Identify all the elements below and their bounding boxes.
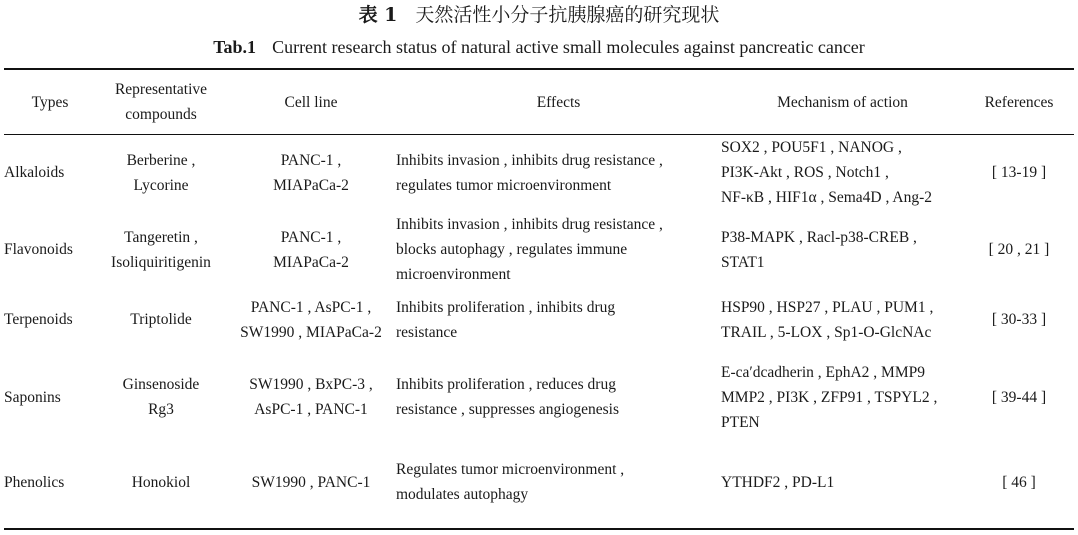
cell-effects-line: microenvironment [396, 266, 511, 283]
cell-references: [ 13-19 ] [991, 164, 1047, 181]
cell-effects [396, 288, 721, 351]
cell-mechanism-line: PTEN [721, 413, 760, 431]
cell-mechanism-line: PI3K-Akt , ROS , Notch1 , [721, 164, 889, 181]
cell-mechanism-line: TRAIL , 5-LOX , Sp1-O-GlcNAc [721, 323, 932, 341]
cell-effects-line: Inhibits invasion , inhibits drug resistance , [396, 151, 663, 169]
cell-compounds [96, 443, 226, 521]
cell-cell-line-line: AsPC-1 , PANC-1 [254, 401, 368, 418]
table-caption-english [0, 34, 1078, 60]
header-compounds-line: compounds [125, 106, 197, 123]
header-mechanism: Mechanism of action [777, 93, 908, 111]
cell-references: [ 46 ] [1002, 473, 1036, 491]
cell-mechanism-line: MMP2 , PI3K , ZFP91 , TSPYL2 , [721, 388, 938, 406]
cell-cell-line-line: PANC-1 , [280, 228, 342, 246]
cell-effects [396, 211, 721, 288]
cell-mechanism-line: P38-MAPK , Racl-p38-CREB , [721, 228, 917, 246]
cell-cell-line [226, 443, 396, 521]
cell-compounds [96, 288, 226, 351]
table-number-chinese: 表 1 [358, 4, 398, 26]
bottom-rule [4, 528, 1074, 530]
table-row [4, 288, 1074, 351]
cell-compounds-line: Rg3 [148, 401, 174, 418]
cell-type: Saponins [4, 388, 61, 406]
cell-cell-line [226, 288, 396, 351]
table-caption-chinese [0, 2, 1078, 28]
table-title-chinese: 天然活性小分子抗胰腺癌的研究现状 [415, 4, 720, 26]
cell-effects [396, 134, 721, 211]
cell-mechanism [721, 351, 964, 443]
table-number-english: Tab.1 [213, 37, 257, 57]
cell-cell-line-line: PANC-1 , [280, 151, 342, 169]
cell-references: [ 20 , 21 ] [988, 241, 1050, 258]
cell-references: [ 30-33 ] [991, 311, 1047, 328]
cell-cell-line [226, 211, 396, 288]
header-row [4, 70, 1074, 134]
cell-cell-line-line: MIAPaCa-2 [273, 253, 349, 271]
cell-cell-line-line: SW1990 , BxPC-3 , [249, 376, 373, 393]
cell-cell-line [226, 134, 396, 211]
table-row [4, 351, 1074, 443]
cell-cell-line-line: PANC-1 , AsPC-1 , [250, 298, 372, 316]
cell-mechanism [721, 443, 964, 521]
cell-mechanism-line: SOX2 , POU5F1 , NANOG , [721, 139, 902, 156]
cell-compounds [96, 134, 226, 211]
cell-compounds-line: Lycorine [133, 176, 189, 194]
cell-mechanism-line: NF-κB , HIF1α , Sema4D , Ang-2 [721, 189, 932, 206]
cell-type: Flavonoids [4, 241, 73, 258]
cell-effects-line: Inhibits proliferation , inhibits drug [396, 298, 616, 316]
cell-cell-line-line: SW1990 , PANC-1 [251, 473, 371, 491]
cell-cell-line-line: SW1990 , MIAPaCa-2 [240, 323, 382, 341]
cell-mechanism [721, 134, 964, 211]
header-cell-line: Cell line [284, 93, 338, 111]
cell-cell-line-line: MIAPaCa-2 [273, 176, 349, 194]
cell-compounds-line: Honokiol [131, 473, 191, 491]
cell-compounds-line: Tangeretin , [124, 228, 198, 246]
cell-effects-line: Regulates tumor microenvironment , [396, 461, 625, 478]
table-body [4, 134, 1074, 521]
table-row [4, 134, 1074, 211]
cell-mechanism [721, 288, 964, 351]
cell-effects-line: regulates tumor microenvironment [396, 176, 612, 194]
cell-type: Alkaloids [4, 164, 65, 181]
header-references: References [984, 93, 1054, 111]
table-row [4, 443, 1074, 521]
header-compounds-line: Representative [114, 81, 208, 98]
cell-effects [396, 351, 721, 443]
header-effects: Effects [536, 93, 581, 111]
table-row [4, 211, 1074, 288]
cell-mechanism-line: HSP90 , HSP27 , PLAU , PUM1 , [721, 298, 934, 316]
cell-effects-line: Inhibits invasion , inhibits drug resistance , [396, 216, 663, 233]
cell-effects-line: Inhibits proliferation , reduces drug [396, 376, 616, 393]
cell-mechanism-line: YTHDF2 , PD-L1 [721, 473, 835, 491]
cell-cell-line [226, 351, 396, 443]
cell-effects-line: modulates autophagy [396, 486, 529, 503]
cell-effects-line: resistance , suppresses angiogenesis [396, 401, 619, 418]
cell-mechanism-line: E-ca′dcadherin , EphA2 , MMP9 [721, 363, 925, 381]
table-title-english: Current research status of natural active small molecules against pancreatic cancer [272, 37, 865, 57]
cell-compounds-line: Isoliquiritigenin [111, 253, 211, 271]
header-compounds [96, 70, 226, 134]
cell-compounds [96, 351, 226, 443]
cell-mechanism-line: STAT1 [721, 253, 765, 271]
cell-effects [396, 443, 721, 521]
cell-effects-line: blocks autophagy , regulates immune [396, 241, 628, 258]
cell-compounds-line: Berberine , [126, 151, 196, 169]
cell-compounds-line: Triptolide [130, 311, 192, 328]
cell-type: Phenolics [4, 473, 65, 491]
cell-compounds [96, 211, 226, 288]
cell-compounds-line: Ginsenoside [122, 376, 200, 393]
cell-type: Terpenoids [4, 311, 73, 328]
header-types: Types [31, 93, 69, 111]
cell-references: [ 39-44 ] [991, 388, 1047, 406]
cell-mechanism [721, 211, 964, 288]
research-status-table [4, 70, 1074, 521]
cell-effects-line: resistance [396, 323, 458, 341]
